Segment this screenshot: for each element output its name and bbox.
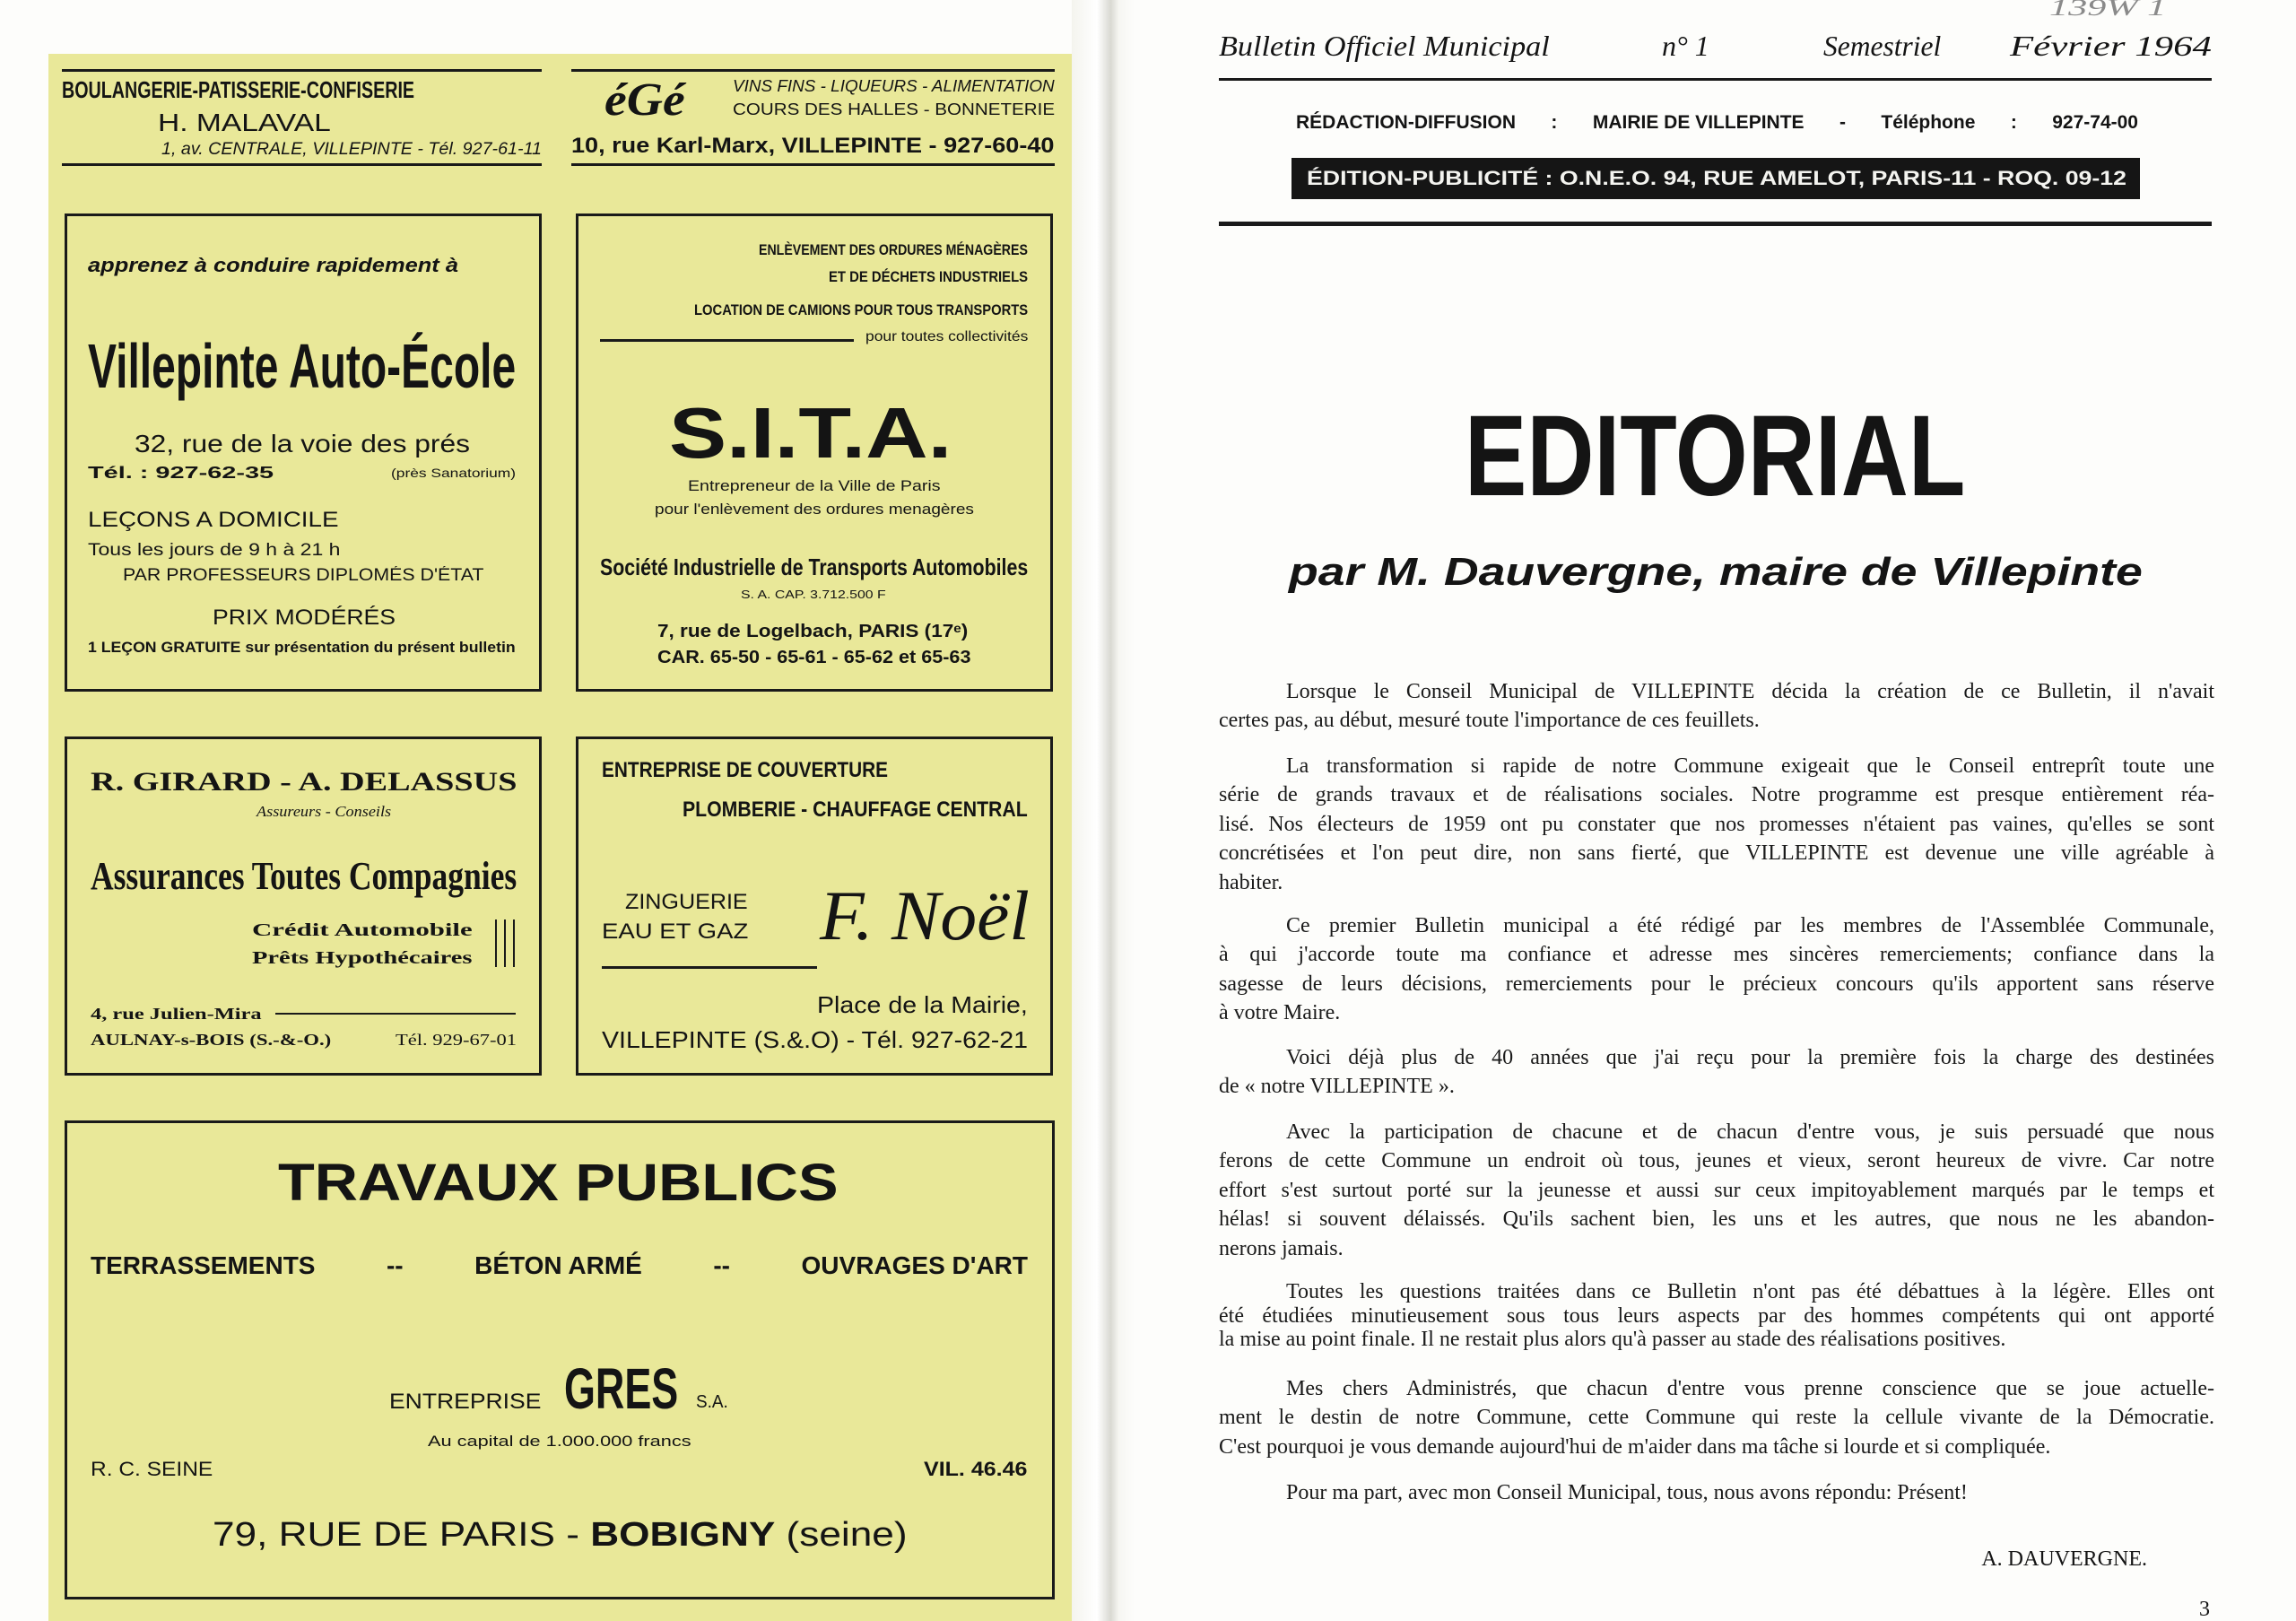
ad-auto-ecole-lessons: LEÇONS A DOMICILE [88, 508, 339, 532]
ad-girard-subtitle: Assureurs - Conseils [257, 803, 392, 820]
ad-noel-place: Place de la Mairie, [817, 991, 1028, 1018]
ad-girard-service-credit: Crédit Automobile [252, 920, 473, 940]
ad-girard-phone: Tél. 929-67-01 [396, 1031, 517, 1049]
ad-auto-ecole-address: 32, rue de la voie des prés [135, 430, 470, 458]
divider [62, 69, 542, 72]
ad-ege-address: 10, rue Karl-Marx, VILLEPINTE - 927-60-40 [571, 134, 1055, 158]
paragraph [1219, 1280, 2214, 1352]
page-number: 3 [2199, 1598, 2210, 1621]
redaction-label: RÉDACTION-DIFFUSION [1296, 112, 1516, 133]
decorative-bar [495, 919, 497, 967]
paragraph-line: Voici déjà plus de 40 années que j'ai reçu pour la première fois la charge des destinées [1286, 1046, 2214, 1069]
paragraph [1219, 752, 2214, 897]
divider [62, 163, 542, 166]
paragraph-line: effort s'est surtout porté sur la jeunesse et aussi sur ceux impitoyablement marqués par le temps et [1219, 1178, 2214, 1202]
paragraph-line: à qui j'accorde toute ma confiance et adresse mes sincères remerciements; confiance dans la [1219, 943, 2214, 967]
address-city: BOBIGNY [590, 1516, 776, 1554]
ad-auto-ecole-phone: Tél. : 927-62-35 [88, 464, 274, 482]
paragraph [1219, 1043, 2214, 1102]
ad-auto-ecole-phone-note: (près Sanatorium) [391, 466, 517, 480]
ad-boulangerie-name: H. MALAVAL [158, 109, 331, 136]
paragraph-line: de « notre VILLEPINTE ». [1219, 1075, 1455, 1099]
ad-auto-ecole-hours: Tous les jours de 9 h à 21 h [88, 541, 341, 560]
paragraph-line: Lorsque le Conseil Municipal de VILLEPINTE décida la création de ce Bulletin, il n'avait [1286, 680, 2214, 703]
ad-sita-phones: CAR. 65-50 - 65-61 - 65-62 et 65-63 [657, 648, 971, 667]
separator: -- [713, 1251, 731, 1279]
phone-label: Téléphone [1881, 112, 1976, 133]
ad-gres-rc: R. C. SEINE [91, 1458, 213, 1480]
ad-sita-name: S.I.T.A. [669, 393, 952, 473]
paragraph [1219, 1478, 2214, 1507]
paragraph-line: Toutes les questions traitées dans ce Bulletin n'ont pas été débattues à la légère. Elles ont [1286, 1280, 2214, 1303]
ad-sita-capital: S. A. CAP. 3.712.500 F [741, 588, 886, 601]
handwritten-annotation: 139W 1 [2049, 0, 2167, 21]
edition-text: ÉDITION-PUBLICITÉ : O.N.E.O. 94, RUE AMELOT, PARIS-11 - ROQ. 09-12 [1307, 167, 2127, 189]
ad-girard-service-loans: Prêts Hypothécaires [252, 948, 473, 968]
signature: A. DAUVERGNE. [1981, 1547, 2147, 1571]
divider [275, 1013, 516, 1015]
decorative-bar [513, 919, 515, 967]
service-item: BÉTON ARMÉ [474, 1251, 642, 1279]
paragraph-line: sagesse de leurs décisions, remerciements pour le précieux concours qu'ils apportent sans réserve [1219, 972, 2214, 996]
ad-noel-line2: PLOMBERIE - CHAUFFAGE CENTRAL [683, 797, 1028, 822]
ad-auto-ecole-prices: PRIX MODÉRÉS [213, 606, 396, 630]
divider [602, 966, 817, 969]
redaction-line [1296, 113, 2138, 132]
redaction-office: MAIRIE DE VILLEPINTE [1592, 112, 1805, 133]
separator: -- [386, 1251, 404, 1279]
paragraph-line: ferons de cette Commune un endroit où tous, jeunes et vieux, seront heureux de vivre. Car notre [1219, 1149, 2214, 1173]
ad-girard-names: R. GIRARD - A. DELASSUS [91, 767, 517, 797]
paragraph-line: nerons jamais. [1219, 1236, 1344, 1260]
ad-auto-ecole-name: Villepinte Auto-École [88, 331, 517, 401]
editorial-title: EDITORIAL [1465, 392, 1966, 520]
paragraph-line: à votre Maire. [1219, 1001, 1341, 1025]
paragraph-line: Ce premier Bulletin municipal a été rédigé par les membres de l'Assemblée Communale, [1286, 914, 2214, 937]
decorative-bar [504, 919, 506, 967]
separator: : [2010, 112, 2017, 133]
ad-ege-line2: COURS DES HALLES - BONNETERIE [733, 100, 1056, 118]
paragraph-line: Mes chers Administrés, que chacun d'entre vous prenne conscience que se joue actuelle- [1286, 1377, 2214, 1400]
header-rule [1219, 78, 2212, 81]
address-street: 79, RUE DE PARIS - [213, 1516, 591, 1554]
ad-sita-desc2: pour l'enlèvement des ordures menagères [655, 501, 974, 518]
divider [571, 163, 1055, 166]
ad-girard-street: 4, rue Julien-Mira [91, 1005, 262, 1023]
paragraph-line: série de grands travaux et de réalisations sociales. Notre programme est presque entièrement réa- [1219, 783, 2214, 807]
paragraph-line: hélas! si souvent délaissés. Qu'ils sachent bien, les uns et les autres, que nous ne les abandon- [1219, 1207, 2214, 1232]
paragraph [1219, 1374, 2214, 1461]
ad-noel-eau-gaz: EAU ET GAZ [602, 919, 749, 944]
paragraph-line: C'est pourquoi je vous demande aujourd'hui de m'aider dans ma tâche si lourde et si compliquée. [1219, 1434, 2051, 1459]
ad-ege-line1: VINS FINS - LIQUEURS - ALIMENTATION [733, 77, 1055, 95]
paragraph-line: Pour ma part, avec mon Conseil Municipal, tous, nous avons répondu: Présent! [1286, 1481, 1968, 1504]
paragraph-line: été étudiées minutieusement sous tous leurs aspects par des hommes compétents qui ont apporté [1219, 1303, 2214, 1328]
ad-gres-services [91, 1253, 1028, 1278]
phone-number: 927-74-00 [2052, 112, 2138, 133]
header-frequency: Semestriel [1823, 30, 1942, 62]
ad-sita-full-name: Société Industrielle de Transports Automobiles [600, 553, 1029, 580]
address-note: (seine) [775, 1516, 908, 1554]
ad-girard-headline: Assurances Toutes Compagnies [91, 854, 517, 898]
ad-sita-desc1: Entrepreneur de la Ville de Paris [688, 477, 941, 494]
paragraph-line: lisé. Nos électeurs de 1959 ont pu constater que nos promesses n'étaient pas vaines, qu'elles se sont [1219, 812, 2214, 836]
ad-auto-ecole-tagline: apprenez à conduire rapidement à [88, 254, 458, 276]
ad-noel-zinguerie: ZINGUERIE [625, 890, 748, 914]
editorial-byline: par M. Dauvergne, maire de Villepinte [1289, 550, 2143, 594]
service-item: OUVRAGES D'ART [801, 1251, 1028, 1279]
divider [600, 339, 854, 342]
paragraph-line: ment le destin de notre Commune, cette Commune qui reste la cellule vivante de la Démocratie. [1219, 1406, 2214, 1430]
ad-sita-line4: pour toutes collectivités [865, 329, 1029, 344]
header-title: Bulletin Officiel Municipal [1219, 30, 1550, 62]
ad-gres-entreprise: ENTREPRISE [389, 1390, 542, 1414]
ad-auto-ecole-teachers: PAR PROFESSEURS DIPLOMÉS D'ÉTAT [123, 566, 484, 585]
ad-gres-sa: S.A. [696, 1392, 728, 1412]
ad-gres-capital: Au capital de 1.000.000 francs [428, 1433, 691, 1450]
ege-logo: éGé [604, 74, 685, 126]
paragraph-line: la mise au point finale. Il ne restait plus alors qu'à passer au stade des réalisations positives. [1219, 1328, 2006, 1351]
ad-sita-line2: ET DE DÉCHETS INDUSTRIELS [829, 268, 1029, 285]
separator: - [1839, 112, 1846, 133]
ad-gres-title: TRAVAUX PUBLICS [278, 1154, 839, 1212]
ad-auto-ecole-offer: 1 LEÇON GRATUITE sur présentation du présent bulletin [88, 639, 516, 656]
ad-gres-name: GRES [564, 1356, 679, 1421]
ad-sita-line1: ENLÈVEMENT DES ORDURES MÉNAGÈRES [759, 241, 1028, 258]
ad-gres-address [213, 1518, 908, 1552]
header-rule-thick [1219, 222, 2212, 226]
paragraph-line: La transformation si rapide de notre Commune exigeait que le Conseil entreprît toute une [1286, 754, 2214, 778]
service-item: TERRASSEMENTS [91, 1251, 316, 1279]
ad-sita-line3: LOCATION DE CAMIONS POUR TOUS TRANSPORTS [694, 301, 1029, 318]
header-issue: n° 1 [1662, 30, 1709, 62]
ad-noel-line1: ENTREPRISE DE COUVERTURE [602, 758, 889, 782]
paragraph [1219, 677, 2214, 736]
divider [571, 69, 1055, 72]
paragraph [1219, 911, 2214, 1028]
ad-boulangerie-title: BOULANGERIE-PATISSERIE-CONFISERIE [62, 76, 415, 103]
ad-noel-name: F. Noël [820, 876, 1030, 954]
paragraph-line: Avec la participation de chacune et de chacun d'entre vous, je suis persuadé que nous [1286, 1120, 2214, 1144]
paragraph-line: habiter. [1219, 870, 1283, 894]
ad-girard-city: AULNAY-s-BOIS (S.-&-O.) [91, 1031, 332, 1049]
ad-sita-address: 7, rue de Logelbach, PARIS (17ᵉ) [657, 622, 969, 641]
ad-gres-phone: VIL. 46.46 [924, 1458, 1028, 1480]
header-date: Février 1964 [2010, 30, 2212, 62]
ad-noel-city-phone: VILLEPINTE (S.&.O) - Tél. 927-62-21 [602, 1026, 1029, 1053]
paragraph-line: certes pas, au début, mesuré toute l'importance de ces feuillets. [1219, 709, 1760, 733]
paragraph-line: concrétisées et l'on peut dire, non sans fierté, que VILLEPINTE est devenue une ville agréable à [1219, 841, 2214, 866]
separator: : [1551, 112, 1558, 133]
ad-boulangerie-address: 1, av. CENTRALE, VILLEPINTE - Tél. 927-61-11 [161, 140, 543, 159]
page-gutter [1072, 0, 1135, 1621]
paragraph [1219, 1118, 2214, 1263]
